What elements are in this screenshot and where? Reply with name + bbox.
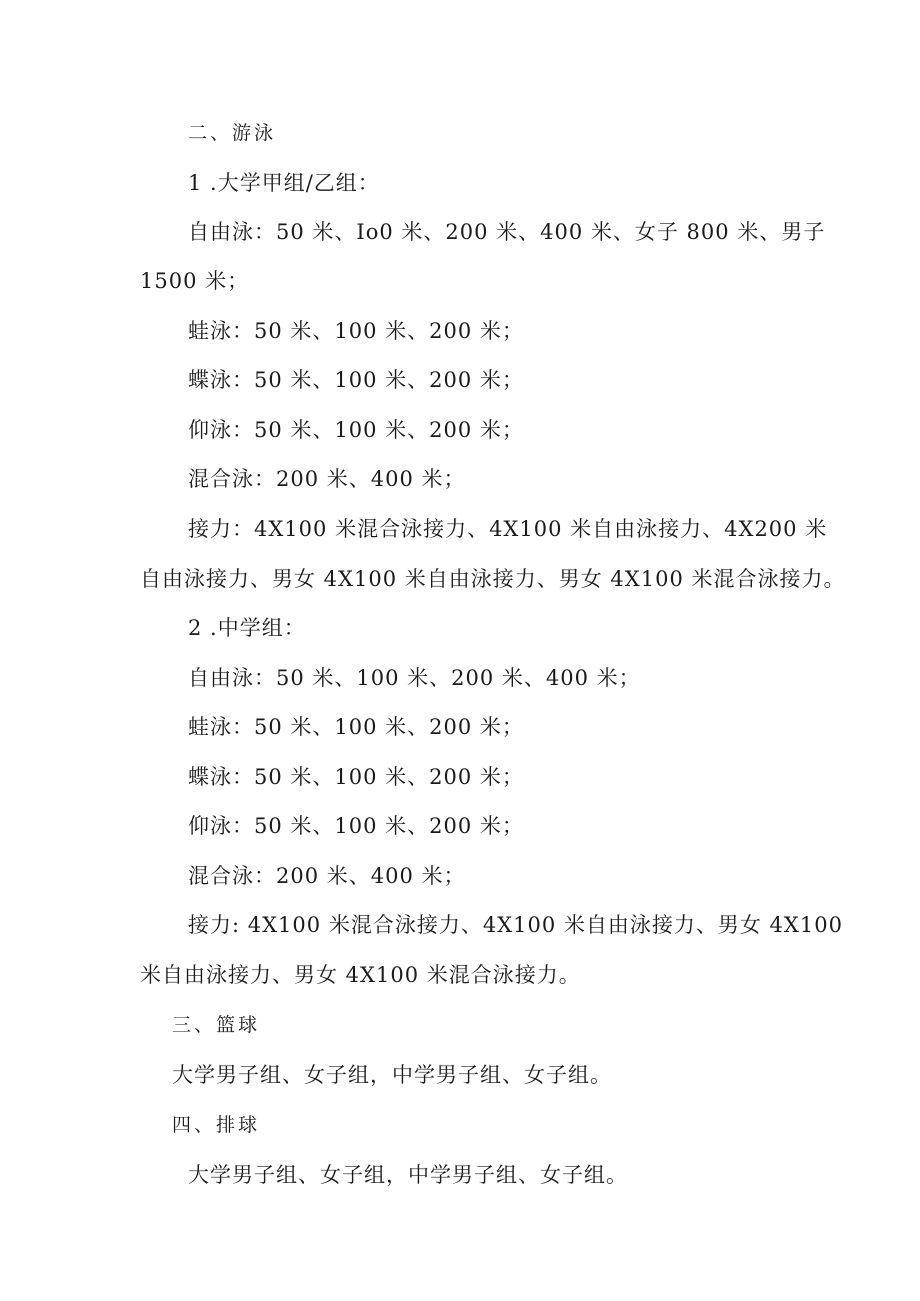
middle-school-medley: 混合泳：200 米、400 米； [188, 864, 466, 888]
university-freestyle-line-1: 自由泳：50 米、Io0 米、200 米、400 米、女子 800 米、男子 [188, 220, 826, 244]
university-relay-line-1: 接力：4X100 米混合泳接力、4X100 米自由泳接力、4X200 米 [188, 517, 828, 541]
basketball-groups: 大学男子组、女子组，中学男子组、女子组。 [172, 1063, 612, 1087]
subheading-university-group: 1 .大学甲组/乙组： [188, 171, 380, 195]
university-freestyle-line-2: 1500 米； [140, 269, 250, 293]
university-medley: 混合泳：200 米、400 米； [188, 467, 466, 491]
volleyball-groups: 大学男子组、女子组，中学男子组、女子组。 [188, 1163, 628, 1187]
section-heading-swimming: 二、游泳 [188, 122, 277, 144]
university-butterfly: 蝶泳：50 米、100 米、200 米； [188, 368, 524, 392]
university-breaststroke: 蛙泳：50 米、100 米、200 米； [188, 319, 524, 343]
middle-school-relay-line-1: 接力: 4X100 米混合泳接力、4X100 米自由泳接力、男女 4X100 [188, 913, 843, 937]
middle-school-freestyle: 自由泳：50 米、100 米、200 米、400 米； [188, 666, 641, 690]
middle-school-breaststroke: 蛙泳：50 米、100 米、200 米； [188, 715, 524, 739]
middle-school-butterfly: 蝶泳：50 米、100 米、200 米； [188, 765, 524, 789]
middle-school-backstroke: 仰泳：50 米、100 米、200 米； [188, 814, 524, 838]
section-heading-volleyball: 四、排球 [172, 1114, 261, 1136]
subheading-middle-school-group: 2 .中学组： [188, 616, 306, 640]
university-relay-line-2: 自由泳接力、男女 4X100 米自由泳接力、男女 4X100 米混合泳接力。 [140, 567, 846, 591]
university-backstroke: 仰泳：50 米、100 米、200 米； [188, 418, 524, 442]
middle-school-relay-line-2: 米自由泳接力、男女 4X100 米混合泳接力。 [140, 963, 581, 987]
section-heading-basketball: 三、篮球 [172, 1014, 261, 1036]
